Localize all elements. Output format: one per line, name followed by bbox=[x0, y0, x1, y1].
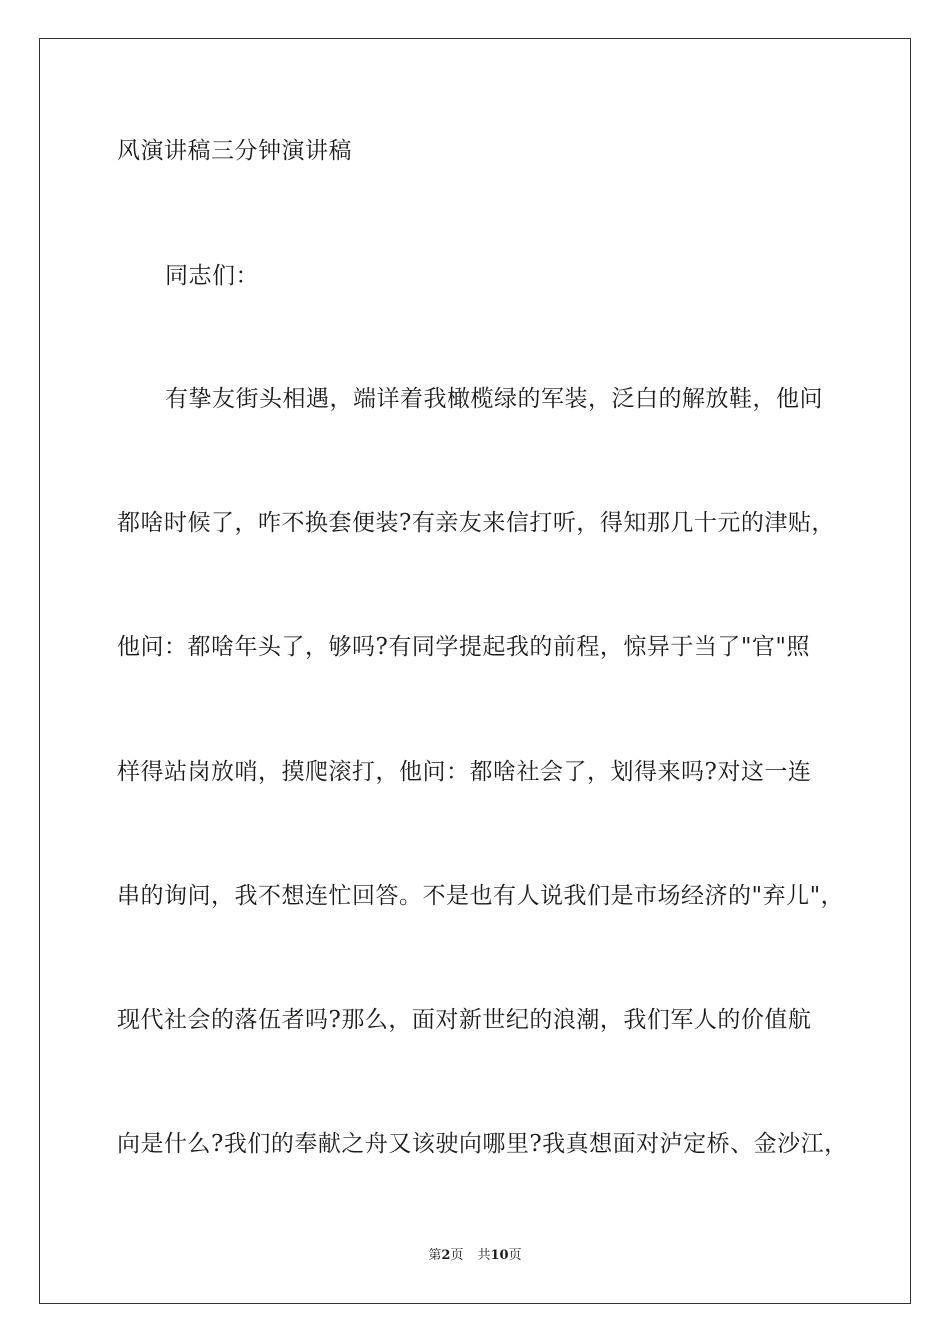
page-total: 10 bbox=[490, 1248, 509, 1263]
body-line: 有挚友街头相遇，端详着我橄榄绿的军装，泛白的解放鞋，他问 bbox=[165, 386, 823, 412]
page-prefix: 第 bbox=[428, 1248, 442, 1263]
page-current: 2 bbox=[441, 1248, 451, 1263]
document-title: 风演讲稿三分钟演讲稿 bbox=[117, 138, 352, 164]
body-line: 串的询问，我不想连忙回答。不是也有人说我们是市场经济的"弃儿"， bbox=[117, 883, 845, 909]
total-prefix: 共 bbox=[477, 1248, 491, 1263]
body-line: 样得站岗放哨，摸爬滚打，他问：都啥社会了，划得来吗?对这一连 bbox=[117, 759, 812, 785]
page-unit: 页 bbox=[450, 1248, 464, 1263]
body-line: 现代社会的落伍者吗?那么，面对新世纪的浪潮，我们军人的价值航 bbox=[117, 1007, 812, 1033]
body-line: 都啥时候了，咋不换套便装?有亲友来信打听，得知那几十元的津贴， bbox=[117, 510, 835, 536]
page-footer bbox=[0, 1247, 950, 1265]
salutation: 同志们： bbox=[165, 263, 259, 289]
page-frame bbox=[39, 38, 911, 1304]
total-unit: 页 bbox=[508, 1248, 522, 1263]
body-line: 他问：都啥年头了，够吗?有同学提起我的前程，惊异于当了"官"照 bbox=[117, 634, 810, 660]
body-line: 向是什么?我们的奉献之舟又该驶向哪里?我真想面对泸定桥、金沙江， bbox=[117, 1131, 848, 1157]
